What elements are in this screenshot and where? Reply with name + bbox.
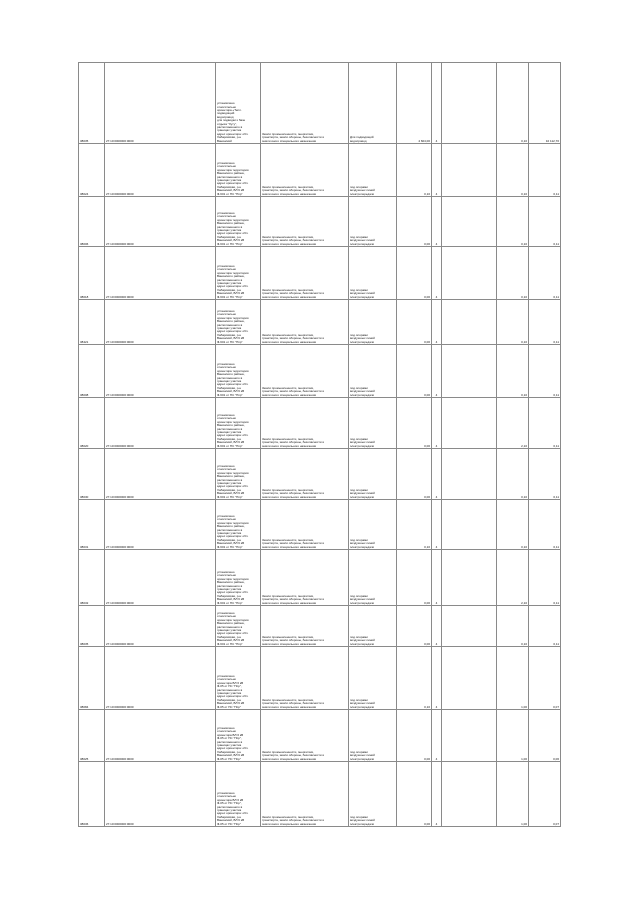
land-category-cell: Земли промышленности, энергетики, транспорта, земли обороны, безопасности и земли иного специального назначения xyxy=(261,197,349,247)
cadastral-number-cell: 27:10:0000000:0000 xyxy=(105,710,216,762)
cadastral-number-cell: 27:10:0000000:0000 xyxy=(105,247,216,300)
table-row xyxy=(79,197,561,247)
coefficient-cell: 4 xyxy=(432,449,442,500)
rate-cell: 0,10 xyxy=(497,63,529,144)
permitted-use-cell: под опорами воздушных линий электропередачи xyxy=(349,144,397,197)
location-description-cell: установлено относительно ориентира территория Ванинского района, расположенного в границах участка адрес ориентира: обл. Хабаровская, р-н Ванинский, ВЛ 6 кВ Ф-601 от ПС "Ппр" xyxy=(216,247,261,300)
empty-cell xyxy=(442,449,497,500)
table-row xyxy=(79,345,561,398)
value-cell: 0,11 xyxy=(529,300,561,345)
location-description-cell: установлено относительно ориентира территория Ванинского района, расположенного в границах участка адрес ориентира: обл. Хабаровская, р-н Ванинский, ВЛ 6 кВ Ф-601 от ПС "Ппр" xyxy=(216,197,261,247)
permitted-use-cell: под опорами воздушных линий электропередачи xyxy=(349,449,397,500)
table-row xyxy=(79,550,561,606)
coefficient-cell: 4 xyxy=(432,144,442,197)
location-description-cell: установлено относительно ориентира территория Ванинского района, расположенного в границах участка адрес ориентира: обл. Хабаровская, р-н Ванинский, ВЛ 6 кВ Ф-601 от ПС "Ппр" xyxy=(216,300,261,345)
value-cell: 0,11 xyxy=(529,606,561,647)
row-id-cell: 38032 xyxy=(79,550,105,606)
location-description-cell: установлено относительно ориентира территория Ванинского района, расположенного в границах участка адрес ориентира: обл. Хабаровская, р-н Ванинский, ВЛ 6 кВ Ф-601 от ПС "Ппр" xyxy=(216,500,261,550)
coefficient-cell: 4 xyxy=(432,197,442,247)
table-row xyxy=(79,606,561,647)
coefficient-cell: 4 xyxy=(432,398,442,449)
area-cell: 4 604,00 xyxy=(397,63,432,144)
permitted-use-cell: Для подводящий водопровод xyxy=(349,63,397,144)
rate-cell: 0,10 xyxy=(497,144,529,197)
value-cell: 0,11 xyxy=(529,449,561,500)
permitted-use-cell: под опорами воздушных линий электропередачи xyxy=(349,300,397,345)
coefficient-cell: 4 xyxy=(432,247,442,300)
area-cell: 0,00 xyxy=(397,247,432,300)
value-cell: 10 112,70 xyxy=(529,63,561,144)
value-cell: 0,11 xyxy=(529,144,561,197)
cadastral-number-cell: 27:10:0000000:0000 xyxy=(105,500,216,550)
row-id-cell: 38024 xyxy=(79,144,105,197)
table-row xyxy=(79,500,561,550)
area-cell: 0,00 xyxy=(397,398,432,449)
row-id-cell: 38020 xyxy=(79,398,105,449)
coefficient-cell: 4 xyxy=(432,647,442,710)
land-category-cell: Земли промышленности, энергетики, транспорта, земли обороны, безопасности и земли иного специального назначения xyxy=(261,606,349,647)
table-row xyxy=(79,762,561,827)
coefficient-cell: 4 xyxy=(432,345,442,398)
area-cell: 0,00 xyxy=(397,197,432,247)
area-cell: 0,00 xyxy=(397,710,432,762)
area-cell: 0,00 xyxy=(397,550,432,606)
land-category-cell: Земли промышленности, энергетики, транспорта, земли обороны, безопасности и земли иного специального назначения xyxy=(261,550,349,606)
location-description-cell: установлено относительно ориентира территория Ванинского района, расположенного в границах участка адрес ориентира: обл. Хабаровская, р-н Ванинский, ВЛ 6 кВ Ф-601 от ПС "Ппр" xyxy=(216,550,261,606)
land-category-cell: Земли промышленности, энергетики, транспорта, земли обороны, безопасности и земли иного специального назначения xyxy=(261,710,349,762)
empty-cell xyxy=(442,647,497,710)
permitted-use-cell: под опорами воздушных линий электропередачи xyxy=(349,500,397,550)
area-cell: 0,10 xyxy=(397,500,432,550)
empty-cell xyxy=(442,345,497,398)
coefficient-cell: 4 xyxy=(432,762,442,827)
land-category-cell: Земли промышленности, энергетики, транспорта, земли обороны, безопасности и земли иного специального назначения xyxy=(261,144,349,197)
area-cell: 0,00 xyxy=(397,449,432,500)
empty-cell xyxy=(442,197,497,247)
table-row xyxy=(79,647,561,710)
land-category-cell: Земли промышленности, энергетики, транспорта, земли обороны, безопасности и земли иного специального назначения xyxy=(261,345,349,398)
area-cell: 0,00 xyxy=(397,606,432,647)
rate-cell: 0,10 xyxy=(497,449,529,500)
rate-cell: 2,10 xyxy=(497,550,529,606)
land-category-cell: Земли промышленности, энергетики, транспорта, земли обороны, безопасности и земли иного специального назначения xyxy=(261,500,349,550)
row-id-cell: 38008 xyxy=(79,345,105,398)
value-cell: 0,11 xyxy=(529,398,561,449)
row-id-cell: 38084 xyxy=(79,647,105,710)
cadastral-number-cell: 27:10:0000000:0000 xyxy=(105,762,216,827)
value-cell: 0,11 xyxy=(529,500,561,550)
empty-cell xyxy=(442,300,497,345)
land-category-cell: Земли промышленности, энергетики, транспорта, земли обороны, безопасности и земли иного специального назначения xyxy=(261,247,349,300)
empty-cell xyxy=(442,500,497,550)
empty-cell xyxy=(442,550,497,606)
row-id-cell: 38030 xyxy=(79,449,105,500)
empty-cell xyxy=(442,398,497,449)
permitted-use-cell: под опорами воздушных линий электропередачи xyxy=(349,606,397,647)
table-row xyxy=(79,63,561,144)
rate-cell: 0,10 xyxy=(497,345,529,398)
land-category-cell: Земли промышленности, энергетики, транспорта, земли обороны, безопасности и земли иного специального назначения xyxy=(261,300,349,345)
cadastral-number-cell: 27:10:0000000:0000 xyxy=(105,398,216,449)
location-description-cell: установлено относительно ориентира территория Ванинского района, расположенного в границах участка адрес ориентира: обл. Хабаровская, р-н Ванинский, ВЛ 6 кВ Ф-601 от ПС "Ппр" xyxy=(216,398,261,449)
permitted-use-cell: под опорами воздушных линий электропередачи xyxy=(349,647,397,710)
coefficient-cell: 4 xyxy=(432,550,442,606)
empty-cell xyxy=(442,247,497,300)
rate-cell: 1,00 xyxy=(497,647,529,710)
location-description-cell: установлено относительно ориентира ВЛ 6 кВ Ф-05 от ПС "Ппр", расположенного в границах участка адрес ориентира: обл. Хабаровская, р-н Ванинский, ВЛ 6 кВ Ф-05 от ПС "Ппр" xyxy=(216,762,261,827)
location-description-cell: установлено относительно ориентира территория Ванинского района, расположенного в границах участка адрес ориентира: обл. Хабаровская, р-н Ванинский, ВЛ 6 кВ Ф-601 от ПС "Ппр" xyxy=(216,606,261,647)
rate-cell: 0,10 xyxy=(497,500,529,550)
permitted-use-cell: под опорами воздушных линий электропередачи xyxy=(349,762,397,827)
row-id-cell: 38031 xyxy=(79,500,105,550)
table-row xyxy=(79,300,561,345)
empty-cell xyxy=(442,63,497,144)
row-id-cell: 38035 xyxy=(79,63,105,144)
empty-cell xyxy=(442,710,497,762)
value-cell: 0,11 xyxy=(529,197,561,247)
row-id-cell: 38421 xyxy=(79,300,105,345)
land-category-cell: Земли промышленности, энергетики, транспорта, земли обороны, безопасности и земли иного специального назначения xyxy=(261,449,349,500)
area-cell: 0,10 xyxy=(397,144,432,197)
coefficient-cell: 4 xyxy=(432,300,442,345)
table-row xyxy=(79,144,561,197)
cadastral-number-cell: 27:10:0000000:0000 xyxy=(105,197,216,247)
rate-cell: 0,10 xyxy=(497,300,529,345)
empty-cell xyxy=(442,144,497,197)
row-id-cell: 38006 xyxy=(79,197,105,247)
value-cell: 0,06 xyxy=(529,710,561,762)
value-cell: 0,11 xyxy=(529,550,561,606)
permitted-use-cell: под опорами воздушных линий электропередачи xyxy=(349,550,397,606)
cadastral-number-cell: 27:10:0000000:0000 xyxy=(105,647,216,710)
row-id-cell: 38018 xyxy=(79,247,105,300)
cadastral-number-cell: 27:10:0000000:0000 xyxy=(105,345,216,398)
cadastral-number-cell: 27:10:0000000:0000 xyxy=(105,144,216,197)
row-id-cell: 38036 xyxy=(79,762,105,827)
location-description-cell: установлено относительно ориентира территория Ванинского района, расположенного в границах участка адрес ориентира: обл. Хабаровская, р-н Ванинский, ВЛ 6 кВ Ф-601 от ПС "Ппр" xyxy=(216,345,261,398)
coefficient-cell: 4 xyxy=(432,606,442,647)
permitted-use-cell: под опорами воздушных линий электропередачи xyxy=(349,345,397,398)
row-id-cell: 38025 xyxy=(79,710,105,762)
value-cell: 0,07 xyxy=(529,647,561,710)
value-cell: 0,11 xyxy=(529,247,561,300)
land-plots-table xyxy=(78,62,561,827)
area-cell: 0,00 xyxy=(397,300,432,345)
area-cell: 0,10 xyxy=(397,647,432,710)
location-description-cell: установлено относительно ориентира ВЛ 6 кВ Ф-05 от ПС "Ппр", расположенного в границах участка адрес ориентира: обл. Хабаровская, р-н Ванинский, ВЛ 6 кВ Ф-05 от ПС "Ппр" xyxy=(216,647,261,710)
rate-cell: 0,10 xyxy=(497,197,529,247)
area-cell: 0,00 xyxy=(397,345,432,398)
value-cell: 0,07 xyxy=(529,762,561,827)
row-id-cell: 38035 xyxy=(79,606,105,647)
land-category-cell: Земли промышленности, энергетики, транспорта, земли обороны, безопасности и земли иного специального назначения xyxy=(261,63,349,144)
empty-cell xyxy=(442,762,497,827)
land-category-cell: Земли промышленности, энергетики, транспорта, земли обороны, безопасности и земли иного специального назначения xyxy=(261,398,349,449)
rate-cell: 1,00 xyxy=(497,710,529,762)
location-description-cell: установлено относительно ориентира территория Ванинского района, расположенного в границах участка адрес ориентира: обл. Хабаровская, р-н Ванинский, ВЛ 6 кВ Ф-601 от ПС "Ппр" xyxy=(216,144,261,197)
land-category-cell: Земли промышленности, энергетики, транспорта, земли обороны, безопасности и земли иного специального назначения xyxy=(261,647,349,710)
coefficient-cell: 4 xyxy=(432,63,442,144)
cadastral-number-cell: 27:10:0000000:0000 xyxy=(105,63,216,144)
rate-cell: 2,10 xyxy=(497,398,529,449)
cadastral-number-cell: 27:10:0000000:0000 xyxy=(105,300,216,345)
coefficient-cell: 4 xyxy=(432,500,442,550)
table-row xyxy=(79,710,561,762)
cadastral-number-cell: 27:10:0000000:0000 xyxy=(105,449,216,500)
table-row xyxy=(79,449,561,500)
permitted-use-cell: под опорами воздушных линий электропередачи xyxy=(349,197,397,247)
location-description-cell: установлено относительно ориентира территория Ванинского района, расположенного в границах участка адрес ориентира: обл. Хабаровская, р-н Ванинский, ВЛ 6 кВ Ф-601 от ПС "Ппр" xyxy=(216,449,261,500)
empty-cell xyxy=(442,606,497,647)
permitted-use-cell: под опорами воздушных линий электропередачи xyxy=(349,398,397,449)
permitted-use-cell: под опорами воздушных линий электропередачи xyxy=(349,710,397,762)
table-row xyxy=(79,247,561,300)
rate-cell: 0,10 xyxy=(497,606,529,647)
location-description-cell: установлено относительно ориентира ВЛ 6 кВ Ф-05 от ПС "Ппр", расположенного в границах участка адрес ориентира: обл. Хабаровская, р-н Ванинский, ВЛ 6 кВ Ф-05 от ПС "Ппр" xyxy=(216,710,261,762)
rate-cell: 0,10 xyxy=(497,247,529,300)
rate-cell: 1,00 xyxy=(497,762,529,827)
table-row xyxy=(79,398,561,449)
coefficient-cell: 4 xyxy=(432,710,442,762)
cadastral-number-cell: 27:10:0000000:0000 xyxy=(105,606,216,647)
cadastral-number-cell: 27:10:0000000:0000 xyxy=(105,550,216,606)
value-cell: 0,11 xyxy=(529,345,561,398)
permitted-use-cell: под опорами воздушных линий электропередачи xyxy=(349,247,397,300)
land-category-cell: Земли промышленности, энергетики, транспорта, земли обороны, безопасности и земли иного специального назначения xyxy=(261,762,349,827)
location-description-cell: установлено относительно ориентира «Тепл. подводящий водопровод для подводки к базе отдыха "Хуту", расположенного в границах участка адрес ориентира: обл. Хабаровская, р-н Ванинский xyxy=(216,63,261,144)
table-body xyxy=(79,63,561,827)
area-cell: 0,00 xyxy=(397,762,432,827)
